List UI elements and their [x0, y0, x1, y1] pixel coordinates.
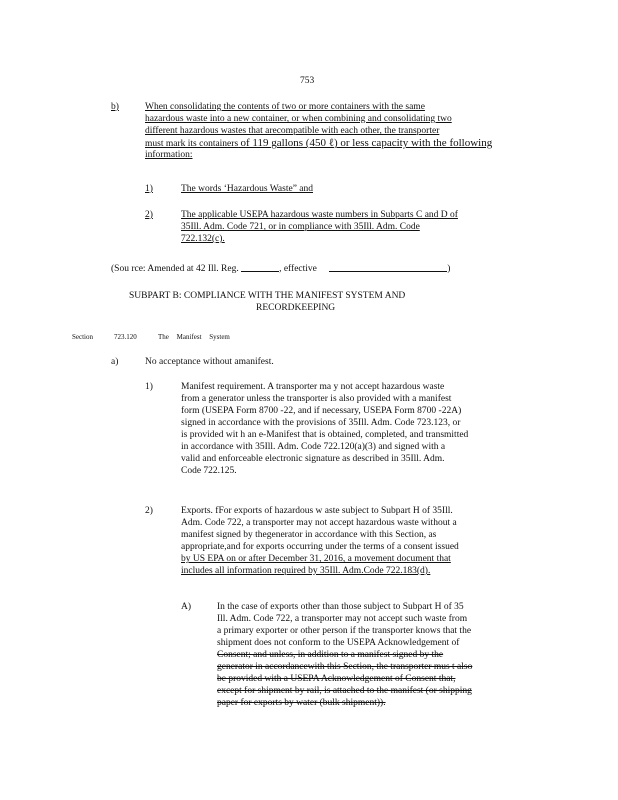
paragraph-a-text: No acceptance without amanifest.: [145, 357, 274, 367]
item-1-marker: 1): [145, 184, 153, 194]
item-2-text: [181, 209, 541, 245]
item-2-line: 722.132(c).: [181, 234, 225, 244]
paragraph-a2: [181, 505, 541, 577]
paragraph-a1-line: in accordance with 35Ill. Adm. Code 722.120(a)(3) and signed with a: [181, 442, 446, 452]
source-blank-effective: [329, 271, 447, 272]
paragraph-b-line: must mark its containers: [145, 139, 239, 149]
paragraph-A-line: Ill. Adm. Code 722, a transporter may not accept such waste from: [217, 614, 468, 624]
source-note: [111, 263, 450, 275]
source-blank-register: [241, 271, 279, 272]
paragraph-a1-marker: 1): [145, 382, 153, 392]
paragraph-a2-line: appropriate,and for exports occurring under the terms of a consent issued: [181, 542, 459, 552]
item-2-line: The applicable USEPA hazardous waste numbers in Subparts C and D of: [181, 210, 458, 220]
page-number: 753: [300, 76, 315, 86]
paragraph-a1-line: signed in accordance with the provisions of 35Ill. Adm. Code 723.123, or: [181, 418, 461, 428]
paragraph-b-line: hazardous waste into a new container, or when combining and consolidating two: [145, 114, 452, 124]
paragraph-A: [217, 601, 542, 709]
paragraph-b-capacity-text: of 119 gallons (450 ℓ) or less capacity with the following: [240, 137, 493, 149]
paragraph-a1-line: is provided wit h an e-Manifest that is obtained, completed, and transmitted: [181, 430, 469, 440]
paragraph-a2-line: manifest signed by thegenerator in accordance with this Section, as: [181, 530, 437, 540]
paragraph-a1-line: Manifest requirement. A transporter ma y not accept hazardous waste: [181, 382, 445, 392]
paragraph-b: [145, 101, 545, 161]
paragraph-A-line-deleted: paper for exports by water (bulk shipment)).: [217, 698, 386, 708]
source-end: ): [447, 264, 451, 274]
subpart-heading-line-2: RECORDKEEPING: [256, 303, 336, 313]
paragraph-A-line-deleted: except for shipment by rail, is attached to the manifest (or shipping: [217, 686, 472, 696]
item-2-marker: 2): [145, 210, 153, 220]
paragraph-A-line-deleted: be provided with a USEPA Acknowledgement of Consent that,: [217, 674, 456, 684]
subpart-heading-line-1: SUBPART B: COMPLIANCE WITH THE MANIFEST SYSTEM AND: [129, 291, 406, 301]
item-1-text: The words ‘Hazardous Waste” and: [181, 184, 314, 194]
section-label: Section: [72, 333, 93, 341]
paragraph-A-line: shipment does not conform to the USEPA Acknowledgement of: [217, 638, 460, 648]
paragraph-a2-marker: 2): [145, 506, 153, 516]
paragraph-b-line: different hazardous wastes that arecompatible with each other, the transporter: [145, 126, 440, 136]
paragraph-A-line: In the case of exports other than those subject to Subpart H of 35: [217, 602, 464, 612]
paragraph-b-line: information:: [145, 150, 193, 160]
paragraph-A-marker: A): [181, 602, 192, 612]
paragraph-b-line: When consolidating the contents of two or more containers with the same: [145, 102, 425, 112]
paragraph-a-marker: a): [111, 357, 119, 367]
paragraph-a2-line-inserted: by US EPA on or after December 31, 2016, a movement document that: [181, 554, 451, 564]
paragraph-a1: [181, 381, 541, 477]
item-2-line: 35Ill. Adm. Code 721, or in compliance with 35Ill. Adm. Code: [181, 222, 420, 232]
paragraph-A-line: a primary exporter or other person if the transporter knows that the: [217, 626, 472, 636]
paragraph-a2-line: Exports. fFor exports of hazardous w aste subject to Subpart H of 35Ill.: [181, 506, 453, 516]
source-mid: , effective: [279, 264, 317, 274]
paragraph-a1-line: form (USEPA Form 8700 -22, and if necessary, USEPA Form 8700 -22A): [181, 406, 462, 416]
paragraph-a1-line: from a generator unless the transporter is also provided with a manifest: [181, 394, 452, 404]
section-number: 723.120: [114, 333, 137, 341]
paragraph-a2-line: Adm. Code 722, a transporter may not accept hazardous waste without a: [181, 518, 457, 528]
section-title: The Manifest System: [158, 333, 230, 341]
paragraph-A-line-deleted: Consent; and unless, in addition to a manifest signed by the: [217, 650, 444, 660]
paragraph-A-line-deleted: generator in accordancewith this Section, the transporter mus t also: [217, 662, 473, 672]
source-lead: (Sou rce: Amended at 42 Ill. Reg.: [111, 264, 239, 274]
paragraph-a2-line-inserted: includes all information required by 35Ill. Adm.Code 722.183(d).: [181, 566, 431, 576]
paragraph-b-line-4: [145, 137, 545, 149]
paragraph-b-marker: b): [111, 102, 119, 112]
paragraph-a1-line: valid and enforceable electronic signature as described in 35Ill. Adm.: [181, 454, 445, 464]
paragraph-a1-line: Code 722.125.: [181, 466, 237, 476]
